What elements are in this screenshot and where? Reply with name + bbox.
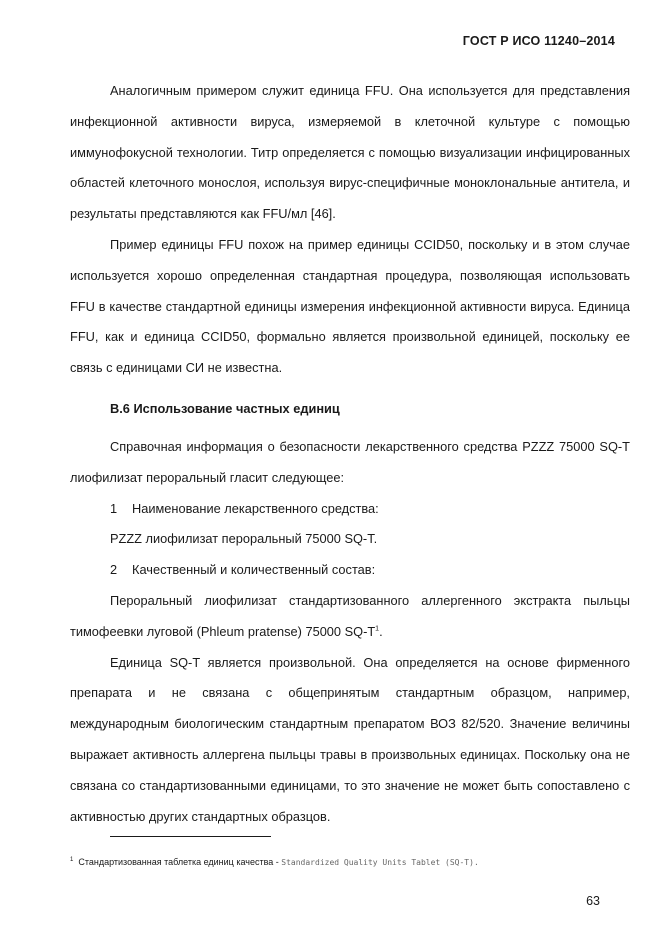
paragraph-reference-info: Справочная информация о безопасности лекарственного средства PZZZ 75000 SQ-T лиофилизат пероральный гласит следующее: (70, 438, 630, 485)
footnote (70, 857, 479, 867)
list-item-2-value-end: . (379, 623, 383, 639)
paragraph-sq-t: Единица SQ-T является произвольной. Она определяется на основе фирменного препарата и не связана с общепринятым стандартным образцом, например, международным биологическим стандартным препаратом ВОЗ 82/520. Значение величины выражает активность аллергена пыльцы травы в произвольных единицах. Поскольку она не связана со стандартизованными единицами, то это значение не может быть сопоставлено с активностью других стандартных образцов. (70, 654, 630, 824)
paragraph-ffu: Аналогичным примером служит единица FFU. Она используется для представления инфекционной активности вируса, измеряемой в клеточной культуре с помощью иммунофокусной технологии. Титр определяется с помощью визуализации инфицированных областей клеточного монослоя, используя вирус-специфичные моноклональные антитела, и результаты представляются как FFU/мл [46]. (70, 83, 630, 222)
list-item-2-value-text: Пероральный лиофилизат стандартизованного аллергенного экстракта пыльцы тимофеевки луговой (Phleum pratense) 75000 SQ-T (70, 592, 630, 639)
list-item-1-number: 1 (110, 500, 118, 516)
list-item-2-number: 2 (110, 562, 118, 578)
footnote-mark: 1 (70, 857, 74, 863)
list-item-1 (70, 494, 630, 525)
footnote-divider (110, 836, 271, 837)
page-body (70, 76, 630, 832)
footnote-reference[interactable]: 1 (375, 625, 380, 633)
paragraph-ffu-ccid50: Пример единицы FFU похож на пример единицы CCID50, поскольку и в этом случае используется хорошо определенная стандартная процедура, позволяющая использовать FFU в качестве стандартной единицы измерения инфекционной активности вируса. Единица FFU, как и единица CCID50, формально является произвольной единицей, поскольку ее связь с единицами СИ не известна. (70, 236, 630, 376)
list-item-1-value: PZZZ лиофилизат пероральный 75000 SQ-T. (110, 531, 378, 547)
page-number: 63 (586, 894, 600, 908)
page-header: ГОСТ Р ИСО 11240–2014 (462, 34, 615, 48)
footnote-latin-text: Standardized Quality Units Tablet (SQ-T). (281, 858, 479, 867)
list-item-2-value (70, 586, 630, 648)
section-heading: В.6 Использование частных единиц (110, 400, 340, 416)
footnote-text: Стандартизованная таблетка единиц качества - (78, 857, 282, 867)
list-item-2-text: Качественный и количественный состав: (132, 562, 376, 578)
list-item-1-text: Наименование лекарственного средства: (132, 500, 379, 516)
list-item-2 (70, 555, 630, 586)
